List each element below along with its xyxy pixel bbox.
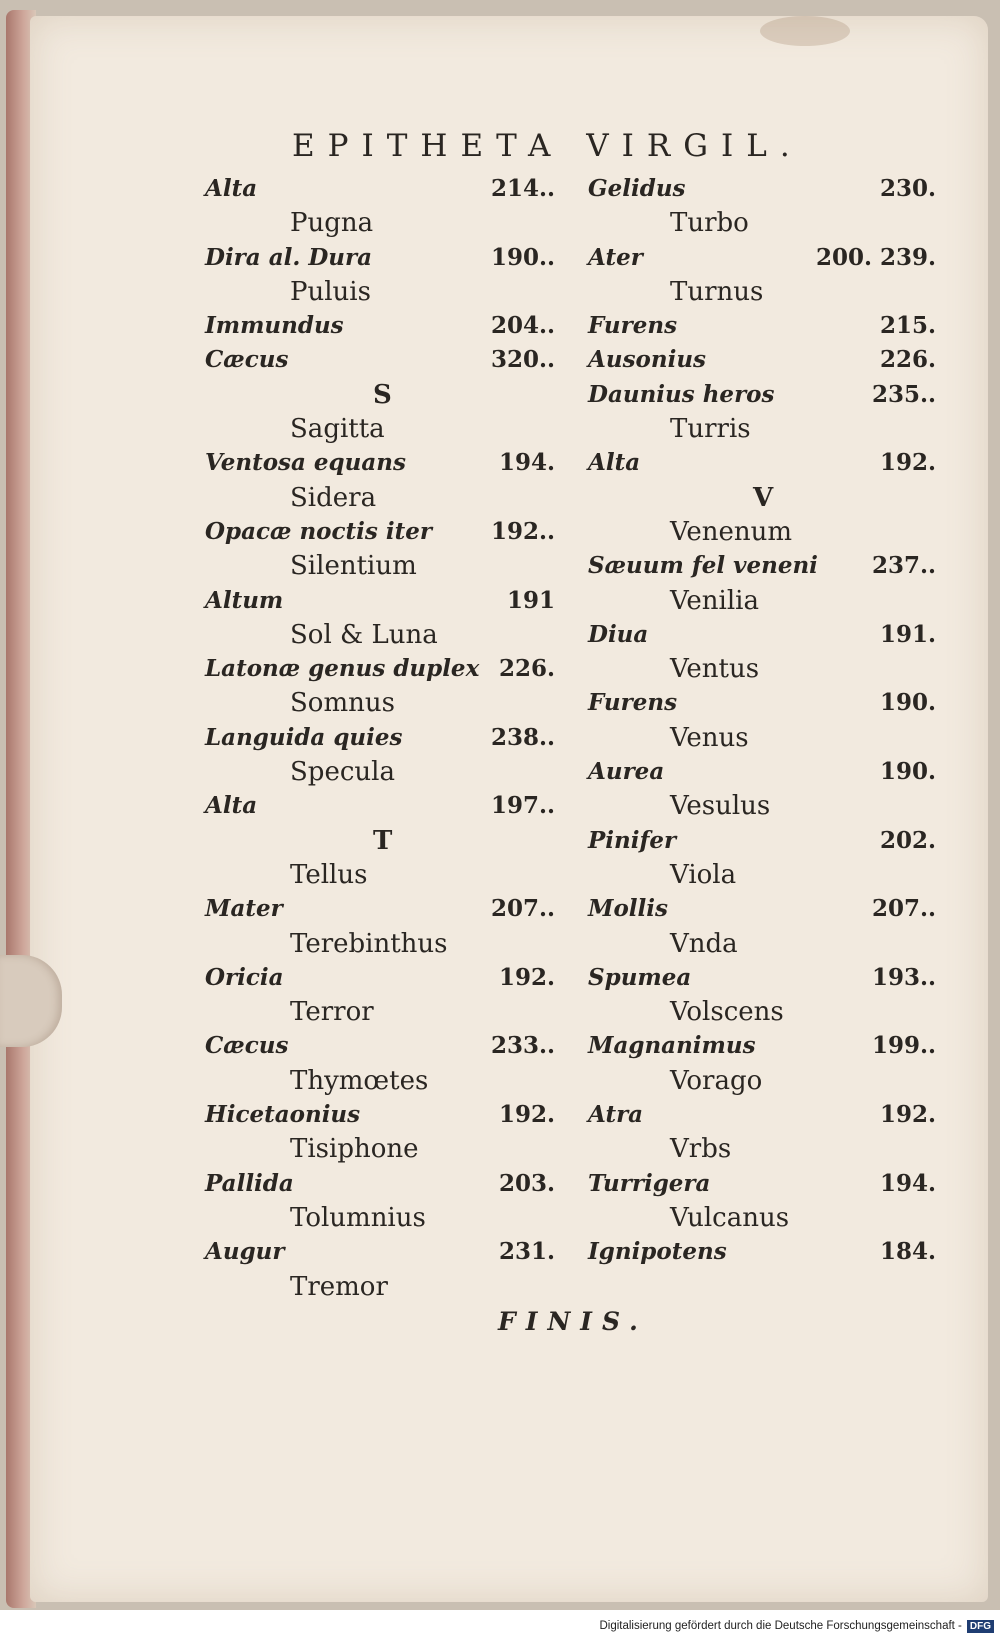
section-letter-text: S xyxy=(373,379,392,410)
headword xyxy=(588,1064,936,1098)
page-reference: 207.. xyxy=(490,895,555,923)
headword-text: Terror xyxy=(290,997,374,1028)
headword-text: Tremor xyxy=(290,1271,388,1302)
headword-text: Sidera xyxy=(290,482,377,513)
epithet-text: Augur xyxy=(205,1238,285,1266)
page-reference: 184. xyxy=(879,1238,936,1266)
headword xyxy=(588,515,936,549)
epithet-text: Spumea xyxy=(588,963,692,991)
section-letter xyxy=(588,481,936,515)
running-header: EPITHETA VIRGIL. xyxy=(292,128,803,164)
index-entry xyxy=(205,343,555,377)
page-reference: 197.. xyxy=(490,792,555,820)
index-entry xyxy=(205,789,555,823)
page-reference: 320.. xyxy=(490,346,555,374)
index-entry xyxy=(205,652,555,686)
right-index-column xyxy=(588,172,936,1270)
page-reference: 237.. xyxy=(871,552,936,580)
headword xyxy=(588,927,936,961)
epithet-text: Ventosa equans xyxy=(205,449,406,477)
index-entry xyxy=(205,892,555,926)
index-entry xyxy=(588,892,936,926)
index-entry xyxy=(205,721,555,755)
headword-text: Vorago xyxy=(670,1065,763,1096)
headword xyxy=(205,858,555,892)
headword xyxy=(205,481,555,515)
headword-text: Tisiphone xyxy=(290,1134,419,1165)
index-entry xyxy=(588,172,936,206)
index-entry xyxy=(205,584,555,618)
index-entry xyxy=(588,618,936,652)
headword-text: Turris xyxy=(670,414,751,445)
page-reference: 192. xyxy=(498,963,555,991)
epithet-text: Diua xyxy=(588,620,649,648)
index-entry xyxy=(205,309,555,343)
epithet-text: Alta xyxy=(205,792,258,820)
page-reference: 192. xyxy=(879,449,936,477)
headword-text: Vesulus xyxy=(670,791,771,822)
epithet-text: Cæcus xyxy=(205,346,289,374)
headword xyxy=(205,275,555,309)
headword-text: Tolumnius xyxy=(290,1202,426,1233)
index-entry xyxy=(205,1167,555,1201)
epithet-text: Furens xyxy=(588,312,678,340)
headword-text: Vnda xyxy=(670,928,738,959)
epithet-text: Mollis xyxy=(588,895,668,923)
epithet-text: Daunius heros xyxy=(588,380,775,408)
epithet-text: Altum xyxy=(205,586,284,614)
page-reference: 230. xyxy=(879,175,936,202)
epithet-text: Atra xyxy=(588,1101,644,1129)
headword-text: Viola xyxy=(670,859,737,890)
index-entry xyxy=(588,1098,936,1132)
finis-mark: FINIS. xyxy=(498,1307,648,1336)
left-index-column xyxy=(205,172,555,1304)
headword xyxy=(588,206,936,240)
paper-stain xyxy=(760,16,850,46)
headword-text: Ventus xyxy=(670,654,760,685)
page-reference: 191. xyxy=(879,620,936,648)
headword xyxy=(588,275,936,309)
page-reference: 215. xyxy=(879,312,936,340)
page-reference: 194. xyxy=(879,1169,936,1197)
index-entry xyxy=(588,343,936,377)
page-reference: 192. xyxy=(879,1101,936,1129)
index-entry xyxy=(205,1029,555,1063)
index-entry xyxy=(588,549,936,583)
digitization-footer xyxy=(599,1617,994,1635)
epithet-text: Alta xyxy=(588,449,641,477)
epithet-text: Latonæ genus duplex xyxy=(205,655,480,683)
page-reference: 231. xyxy=(498,1238,555,1266)
headword-text: Vulcanus xyxy=(670,1202,790,1233)
headword-text: Thymœtes xyxy=(290,1065,429,1096)
epithet-text: Furens xyxy=(588,689,678,717)
epithet-text: Turrigera xyxy=(588,1169,711,1197)
index-entry xyxy=(588,1167,936,1201)
headword-text: Terebinthus xyxy=(290,928,448,959)
headword-text: Venus xyxy=(670,722,749,753)
headword xyxy=(205,549,555,583)
section-letter xyxy=(205,378,555,412)
index-entry xyxy=(588,446,936,480)
index-entry xyxy=(205,446,555,480)
epithet-text: Aurea xyxy=(588,758,665,786)
index-entry xyxy=(588,824,936,858)
dfg-logo-icon: DFG xyxy=(967,1620,994,1633)
epithet-text: Dira al. Dura xyxy=(205,243,373,271)
epithet-text: Ausonius xyxy=(588,346,706,374)
page-reference: 226. xyxy=(879,346,936,374)
headword xyxy=(205,755,555,789)
headword xyxy=(205,1201,555,1235)
headword xyxy=(205,927,555,961)
headword-text: Volscens xyxy=(670,997,784,1028)
epithet-text: Mater xyxy=(205,895,283,923)
page-reference: 233.. xyxy=(490,1032,555,1060)
epithet-text: Opacæ noctis iter xyxy=(205,517,432,545)
headword-text: Puluis xyxy=(290,276,371,307)
epithet-text: Hicetaonius xyxy=(205,1101,361,1129)
index-entry xyxy=(588,378,936,412)
headword xyxy=(205,1064,555,1098)
headword-text: Venenum xyxy=(670,516,793,547)
epithet-text: Pallida xyxy=(205,1169,294,1197)
headword xyxy=(205,1270,555,1304)
headword-text: Turnus xyxy=(670,276,764,307)
headword-text: Silentium xyxy=(290,551,417,582)
page-reference: 200. 239. xyxy=(815,243,936,271)
section-letter-text: V xyxy=(753,482,774,513)
epithet-text: Immundus xyxy=(205,312,344,340)
headword-text: Somnus xyxy=(290,688,395,719)
headword xyxy=(588,584,936,618)
footer-credit-text: Digitalisierung gefördert durch die Deutsche Forschungsgemeinschaft - xyxy=(599,1620,962,1632)
headword-text: Specula xyxy=(290,757,395,788)
headword xyxy=(588,995,936,1029)
page-reference: 202. xyxy=(879,826,936,854)
epithet-text: Alta xyxy=(205,175,258,202)
headword xyxy=(588,1201,936,1235)
page-reference: 226. xyxy=(498,655,555,683)
epithet-text: Ignipotens xyxy=(588,1238,727,1266)
page-reference: 214.. xyxy=(490,175,555,202)
page-reference: 204.. xyxy=(490,312,555,340)
headword xyxy=(588,721,936,755)
section-letter-text: T xyxy=(373,825,393,856)
index-entry xyxy=(588,755,936,789)
index-entry xyxy=(205,172,555,206)
headword-text: Tellus xyxy=(290,859,368,890)
page-reference: 235.. xyxy=(871,380,936,408)
page-reference: 191 xyxy=(506,586,555,614)
index-entry xyxy=(588,241,936,275)
epithet-text: Cæcus xyxy=(205,1032,289,1060)
headword-text: Vrbs xyxy=(670,1134,732,1165)
headword xyxy=(205,1132,555,1166)
headword-text: Turbo xyxy=(670,208,749,239)
index-entry xyxy=(588,1235,936,1269)
index-entry xyxy=(588,961,936,995)
headword-text: Sagitta xyxy=(290,414,385,445)
page-reference: 238.. xyxy=(490,723,555,751)
page-reference: 207.. xyxy=(871,895,936,923)
page-reference: 199.. xyxy=(871,1032,936,1060)
headword xyxy=(588,412,936,446)
headword xyxy=(205,206,555,240)
index-entry xyxy=(588,686,936,720)
index-entry xyxy=(205,241,555,275)
index-entry xyxy=(205,961,555,995)
epithet-text: Sæuum fel veneni xyxy=(588,552,818,580)
section-letter xyxy=(205,824,555,858)
headword-text: Sol & Luna xyxy=(290,619,438,650)
epithet-text: Gelidus xyxy=(588,175,686,202)
page-reference: 190. xyxy=(879,689,936,717)
page-reference: 203. xyxy=(498,1169,555,1197)
page-reference: 192.. xyxy=(490,517,555,545)
index-entry xyxy=(205,1235,555,1269)
epithet-text: Oricia xyxy=(205,963,284,991)
headword xyxy=(205,686,555,720)
page-reference: 190. xyxy=(879,758,936,786)
headword-text: Venilia xyxy=(670,585,759,616)
headword-text: Pugna xyxy=(290,208,374,239)
page-reference: 193.. xyxy=(871,963,936,991)
index-entry xyxy=(205,1098,555,1132)
headword xyxy=(588,789,936,823)
page-reference: 192. xyxy=(498,1101,555,1129)
headword xyxy=(588,1132,936,1166)
epithet-text: Pinifer xyxy=(588,826,677,854)
page-reference: 190.. xyxy=(490,243,555,271)
epithet-text: Ater xyxy=(588,243,643,271)
headword xyxy=(205,995,555,1029)
headword xyxy=(588,652,936,686)
index-entry xyxy=(588,309,936,343)
index-entry xyxy=(588,1029,936,1063)
index-entry xyxy=(205,515,555,549)
headword xyxy=(205,618,555,652)
page-reference: 194. xyxy=(498,449,555,477)
epithet-text: Languida quies xyxy=(205,723,403,751)
epithet-text: Magnanimus xyxy=(588,1032,756,1060)
headword xyxy=(588,858,936,892)
headword xyxy=(205,412,555,446)
